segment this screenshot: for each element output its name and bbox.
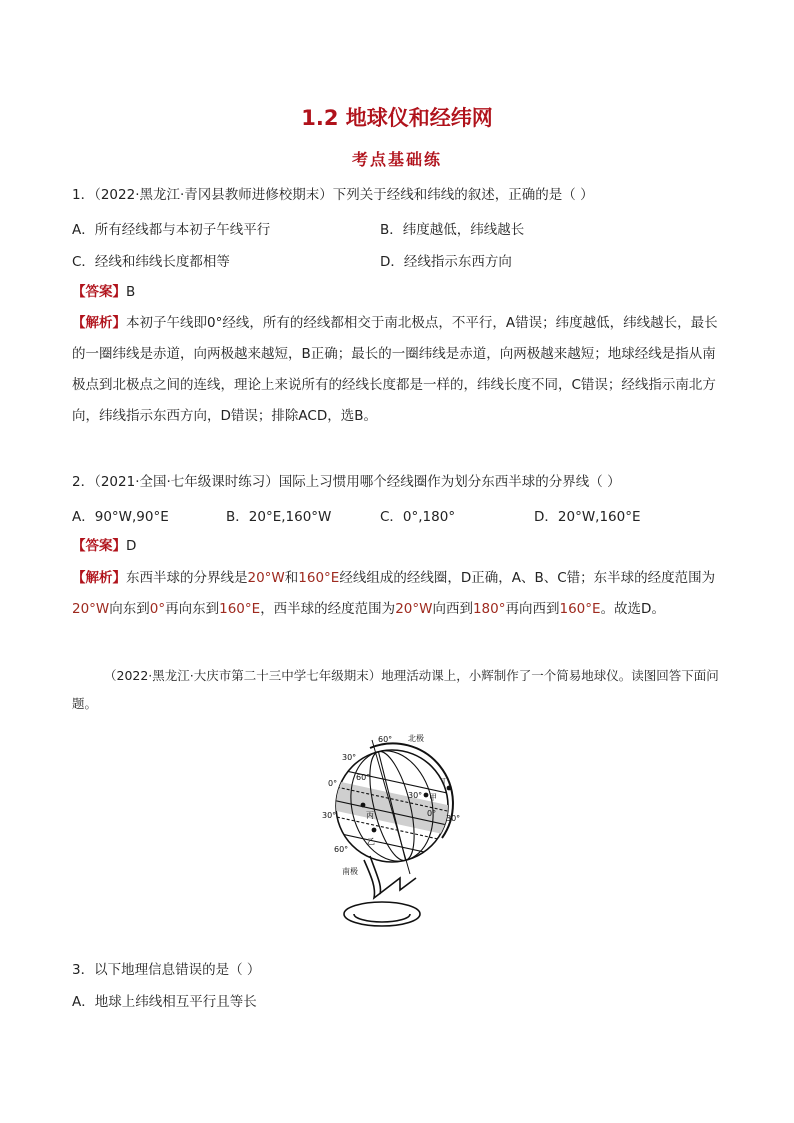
analysis-tag: 【解析】 bbox=[72, 315, 126, 331]
q1-option-c: C．经线和纬线长度都相等 bbox=[72, 254, 230, 270]
analysis-highlight: 20°W bbox=[72, 601, 110, 617]
label-30-center: 30° bbox=[408, 791, 423, 800]
analysis-highlight: 160°E bbox=[298, 570, 340, 586]
analysis-text: 本初子午线即0°经线，所有的经线都相交于南北极点，不平行，A错误；纬度越低，纬线越长，最长的一圈纬线是赤道，向两极越来越短，B正确；最长的一圈纬线是赤道，向两极越来越短；地球经线是指从南极点到北极点之间的连线，理论上来说所有的经线长度都是一样的，纬线长度不同，C错误；经线指示南北方向，纬线指示东西方向，D错误；排除ACD，选B。 bbox=[72, 315, 718, 424]
question-2-answer bbox=[72, 537, 136, 555]
answer-tag: 【答案】 bbox=[72, 284, 126, 300]
answer-tag: 【答案】 bbox=[72, 538, 126, 554]
label-0-left: 0° bbox=[328, 779, 338, 788]
label-ding: 丁 bbox=[440, 777, 448, 786]
q2-option-d: D．20°W,160°E bbox=[534, 509, 641, 525]
section-subtitle: 考点基础练 bbox=[351, 150, 442, 169]
page-title: 1.2 地球仪和经纬网 bbox=[301, 106, 493, 130]
answer-value: B bbox=[126, 284, 136, 300]
q1-option-d: D．经线指示东西方向 bbox=[380, 254, 512, 270]
question-2-stem: 2．（2021·全国·七年级课时练习）国际上习惯用哪个经线圈作为划分东西半球的分界线（ ） bbox=[72, 474, 621, 490]
label-60-top: 60° bbox=[378, 735, 393, 744]
analysis-highlight: 160°E bbox=[559, 601, 601, 617]
label-60-inner: 60° bbox=[356, 773, 371, 782]
point-jia bbox=[424, 793, 429, 798]
q2-option-c: C．0°,180° bbox=[380, 509, 456, 525]
analysis-text: 经线组成的经线圈，D正确，A、B、C错；东半球的经度范围为 bbox=[339, 570, 716, 586]
analysis-text: 再向西到 bbox=[505, 601, 560, 617]
question-2-analysis bbox=[72, 563, 722, 625]
question-1-options-row-2 bbox=[0, 250, 794, 270]
analysis-text: 。故选D。 bbox=[600, 601, 665, 617]
label-bing: 丙 bbox=[366, 811, 374, 820]
analysis-highlight: 160°E bbox=[219, 601, 261, 617]
analysis-text: 和 bbox=[284, 570, 299, 586]
analysis-text: 再向东到 bbox=[165, 601, 220, 617]
label-60-lower: 60° bbox=[334, 845, 349, 854]
analysis-highlight: 20°W bbox=[395, 601, 433, 617]
point-bing bbox=[361, 803, 366, 808]
globe-figure bbox=[312, 728, 482, 928]
question-1-stem: 1．（2022·黑龙江·青冈县教师进修校期末）下列关于经线和纬线的叙述，正确的是（ ） bbox=[72, 187, 594, 203]
analysis-tag: 【解析】 bbox=[72, 570, 126, 586]
label-0-center: 0° bbox=[427, 809, 437, 818]
label-30-upper-left: 30° bbox=[342, 753, 357, 762]
question-1-answer bbox=[72, 283, 135, 301]
question-2-options bbox=[0, 505, 794, 525]
analysis-text: 向东到 bbox=[109, 601, 150, 617]
q1-option-b: B．纬度越低，纬线越长 bbox=[380, 222, 525, 238]
analysis-highlight: 20°W bbox=[247, 570, 285, 586]
q3-option-a: A．地球上纬线相互平行且等长 bbox=[72, 994, 257, 1010]
point-ding bbox=[447, 786, 452, 791]
label-jia: 甲 bbox=[429, 793, 437, 802]
question-group-intro: （2022·黑龙江·大庆市第二十三中学七年级期末）地理活动课上，小辉制作了一个简易地球仪。读图回答下面问题。 bbox=[72, 668, 719, 711]
label-north-pole: 北极 bbox=[408, 734, 424, 743]
question-1-analysis bbox=[72, 308, 722, 432]
label-30-left: 30° bbox=[322, 811, 337, 820]
label-30-right: 30° bbox=[446, 814, 461, 823]
analysis-text: 向西到 bbox=[432, 601, 473, 617]
answer-value: D bbox=[126, 538, 137, 554]
label-yi: 乙 bbox=[367, 837, 375, 846]
analysis-highlight: 180° bbox=[472, 601, 506, 617]
question-3-stem: 3．以下地理信息错误的是（ ） bbox=[72, 962, 261, 978]
q2-option-b: B．20°E,160°W bbox=[226, 509, 332, 525]
analysis-highlight: 0° bbox=[149, 601, 166, 617]
q2-option-a: A．90°W,90°E bbox=[72, 509, 169, 525]
question-1-options-row-1 bbox=[0, 218, 794, 238]
label-south-pole: 南极 bbox=[342, 867, 358, 876]
analysis-text: 东西半球的分界线是 bbox=[126, 570, 248, 586]
point-yi bbox=[372, 828, 377, 833]
q1-option-a: A．所有经线都与本初子午线平行 bbox=[72, 222, 271, 238]
analysis-text: ，西半球的经度范围为 bbox=[260, 601, 396, 617]
